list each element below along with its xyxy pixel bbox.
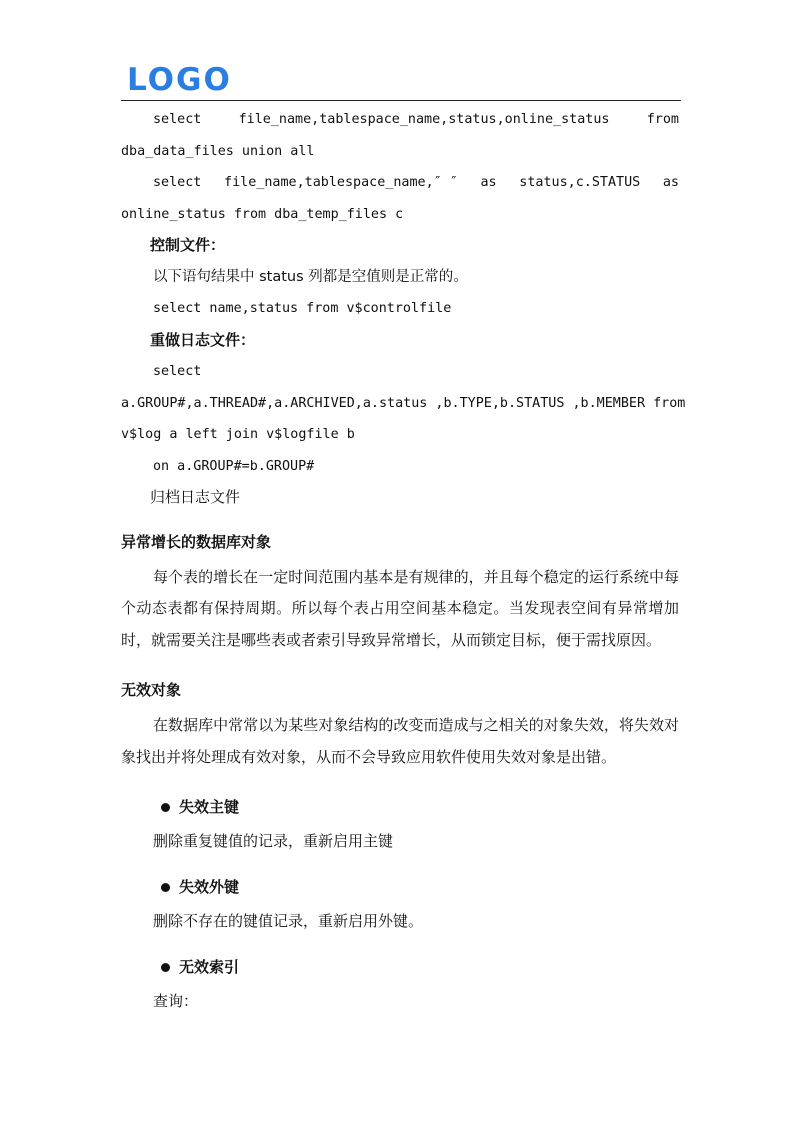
bullet-dot-icon xyxy=(161,803,170,812)
control-files-note: 以下语句结果中 status 列都是空值则是正常的。 xyxy=(153,268,468,285)
bullet-description: 删除重复键值的记录，重新启用主键 xyxy=(153,832,394,850)
abnormal-growth-heading: 异常增长的数据库对象 xyxy=(121,532,272,551)
sql-word: select xyxy=(153,112,202,127)
bullet-dot-icon xyxy=(161,963,170,972)
control-files-title: 控制文件： xyxy=(150,236,226,254)
logo: LOGO xyxy=(127,62,232,98)
document-body xyxy=(121,104,686,1013)
invalid-objects-paragraph: 在数据库中常常以为某些对象结构的改变而造成与之相关的对象失效，将失效对象找出并将处理成有效对象，从而不会导致应用软件使用失效对象是出错。 xyxy=(121,716,679,766)
invalid-objects-heading: 无效对象 xyxy=(121,681,182,699)
sql-word: select xyxy=(153,175,202,190)
bullet-dot-icon xyxy=(161,883,170,892)
bullet-description: 查询： xyxy=(153,992,199,1010)
redo-sql-line: a.GROUP#,a.THREAD#,a.ARCHIVED,a.status ,b.TYPE,b.STATUS ,b.MEMBER from xyxy=(121,395,686,411)
bullet-item xyxy=(121,795,679,819)
bullet-label: 失效主键 xyxy=(179,798,240,816)
bullet-description: 删除不存在的键值记录，重新启用外键。 xyxy=(153,912,424,930)
sql-word: from xyxy=(646,112,679,127)
redo-logs-title: 重做日志文件： xyxy=(150,330,256,349)
redo-sql-line: select xyxy=(153,364,202,379)
bullet-item xyxy=(121,875,679,899)
sql-word: as xyxy=(480,175,497,190)
sql-word: status,c.STATUS xyxy=(519,175,641,190)
sql-word: file_name,tablespace_name,status,online_status xyxy=(238,112,610,127)
bullet-label: 无效索引 xyxy=(179,958,240,976)
sql-line xyxy=(121,104,679,136)
sql-word: file_name,tablespace_name,″ ″ xyxy=(224,175,458,190)
sql-word: as xyxy=(662,175,679,190)
abnormal-growth-paragraph: 每个表的增长在一定时间范围内基本是有规律的，并且每个稳定的运行系统中每个动态表都有保持周期。所以每个表占用空间基本稳定。当发现表空间有异常增加时，就需要关注是哪些表或者索引导致异常增长，从而锁定目标，便于需找原因。 xyxy=(121,567,679,649)
control-files-sql: select name,status from v$controlfile xyxy=(153,301,452,316)
page-header xyxy=(121,64,681,101)
redo-sql-line: on a.GROUP#=b.GROUP# xyxy=(153,458,315,474)
sql-line xyxy=(121,167,679,199)
bullet-label: 失效外键 xyxy=(179,878,240,896)
bullet-item xyxy=(121,955,679,979)
sql-line: online_status from dba_temp_files c xyxy=(121,206,404,222)
archive-logs-title: 归档日志文件 xyxy=(150,488,241,506)
redo-sql-line: v$log a left join v$logfile b xyxy=(121,427,355,442)
sql-line: dba_data_files union all xyxy=(121,143,315,159)
